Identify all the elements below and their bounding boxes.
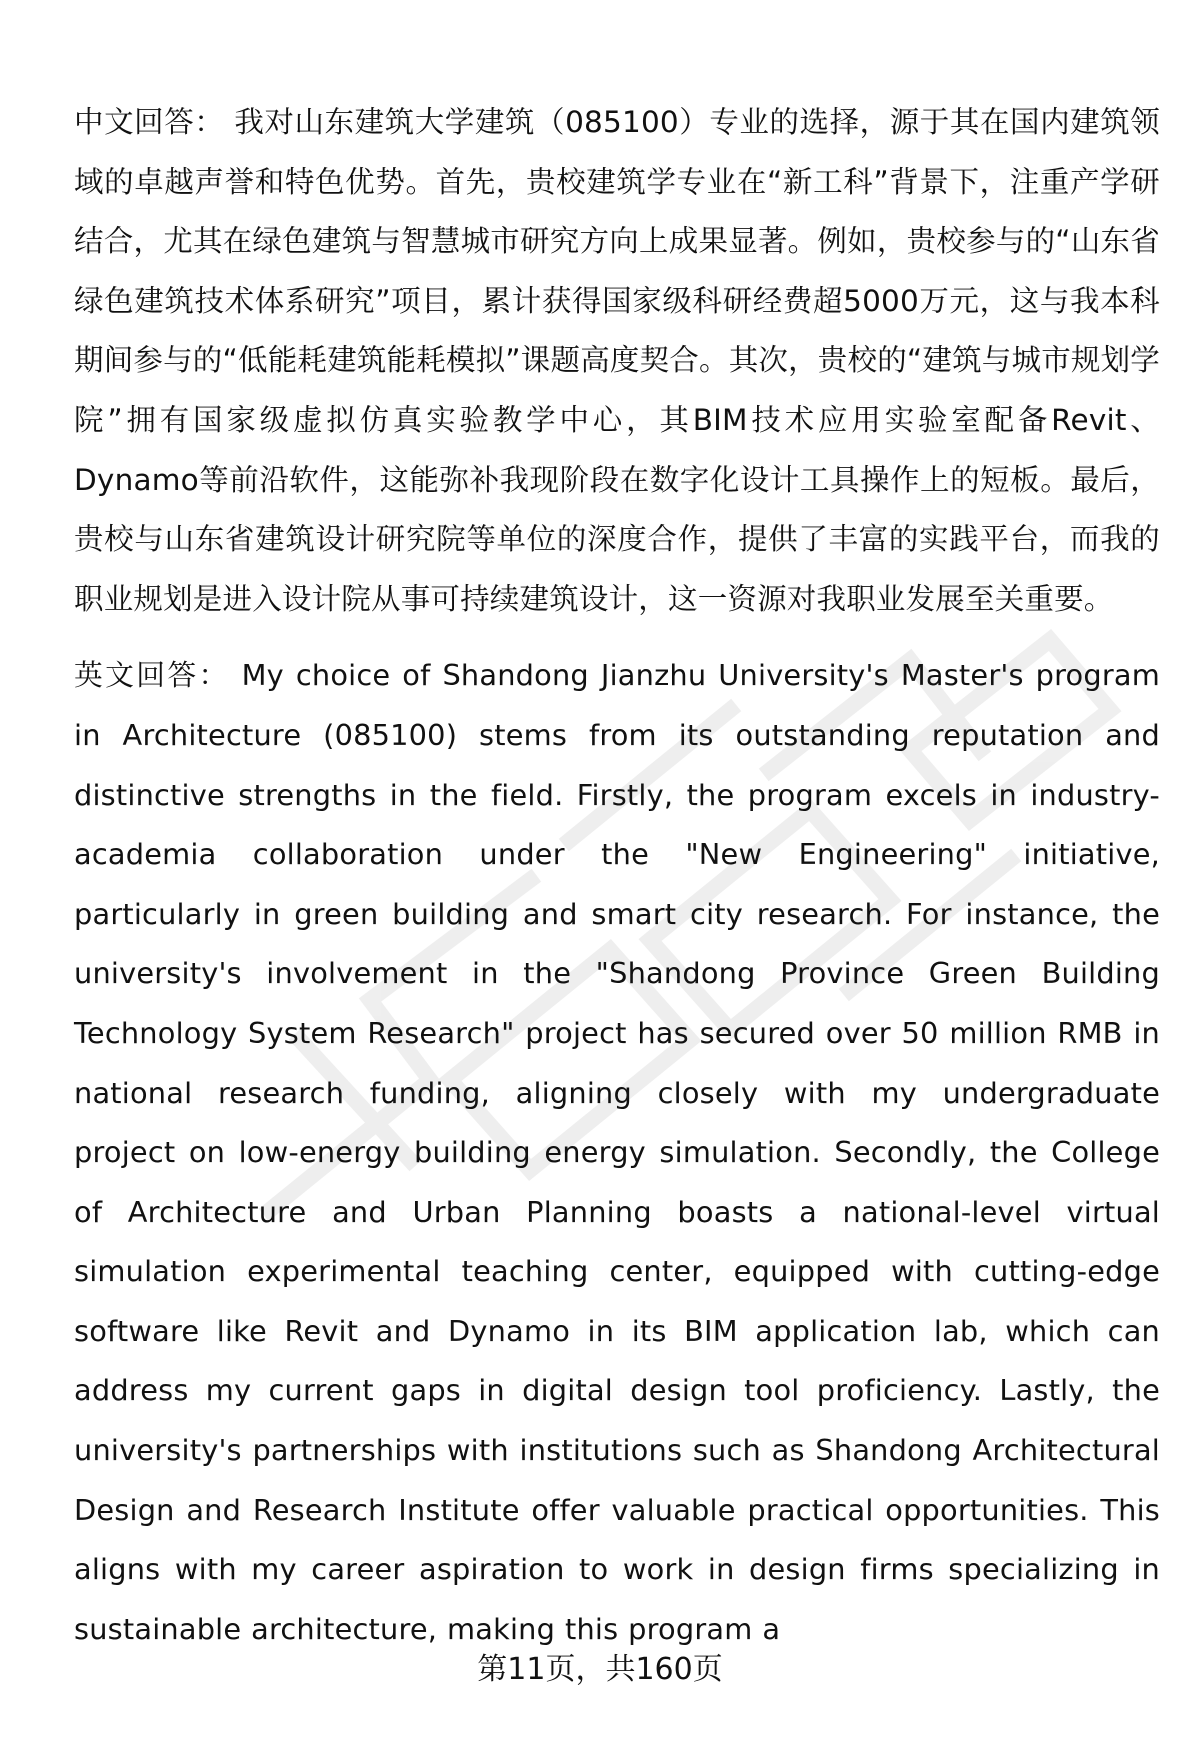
chinese-answer-label: 中文回答：	[74, 105, 225, 139]
page-footer	[0, 1650, 1200, 1690]
english-answer-text: My choice of Shandong Jianzhu University's Master's program in Architecture (085100) stems from its outstanding reputation and distinctive strengths in the field. Firstly, the program excels in industry-academia collaboration under the "New Engineering" initiative, particularly in green building and smart city research. For instance, the university's involvement in the "Shandong Province Green Building Technology System Research" project has secured over 50 million RMB in national research funding, aligning closely with my undergraduate project on low-energy building energy simulation. Secondly, the College of Architecture and Urban Planning boasts a national-level virtual simulation experimental teaching center, equipped with cutting-edge software like Revit and Dynamo in its BIM application lab, which can address my current gaps in digital design tool proficiency. Lastly, the university's partnerships with institutions such as Shandong Architectural Design and Research Institute offer valuable practical opportunities. This aligns with my career aspiration to work in design firms specializing in sustainable architecture, making this program a	[74, 658, 1160, 1646]
page-indicator: 第11页，共160页	[477, 1652, 723, 1687]
chinese-answer-text: 我对山东建筑大学建筑（085100）专业的选择，源于其在国内建筑领域的卓越声誉和特色优势。首先，贵校建筑学专业在“新工科”背景下，注重产学研结合，尤其在绿色建筑与智慧城市研究方向上成果显著。例如，贵校参与的“山东省绿色建筑技术体系研究”项目，累计获得国家级科研经费超5000万元，这与我本科期间参与的“低能耗建筑能耗模拟”课题高度契合。其次，贵校的“建筑与城市规划学院”拥有国家级虚拟仿真实验教学中心，其BIM技术应用实验室配备Revit、Dynamo等前沿软件，这能弥补我现阶段在数字化设计工具操作上的短板。最后，贵校与山东省建筑设计研究院等单位的深度合作，提供了丰富的实践平台，而我的职业规划是进入设计院从事可持续建筑设计，这一资源对我职业发展至关重要。	[74, 105, 1160, 616]
document-body	[74, 93, 1160, 1659]
chinese-answer-paragraph	[74, 93, 1160, 629]
english-answer-label: 英文回答：	[74, 658, 230, 693]
english-answer-paragraph	[74, 646, 1160, 1659]
